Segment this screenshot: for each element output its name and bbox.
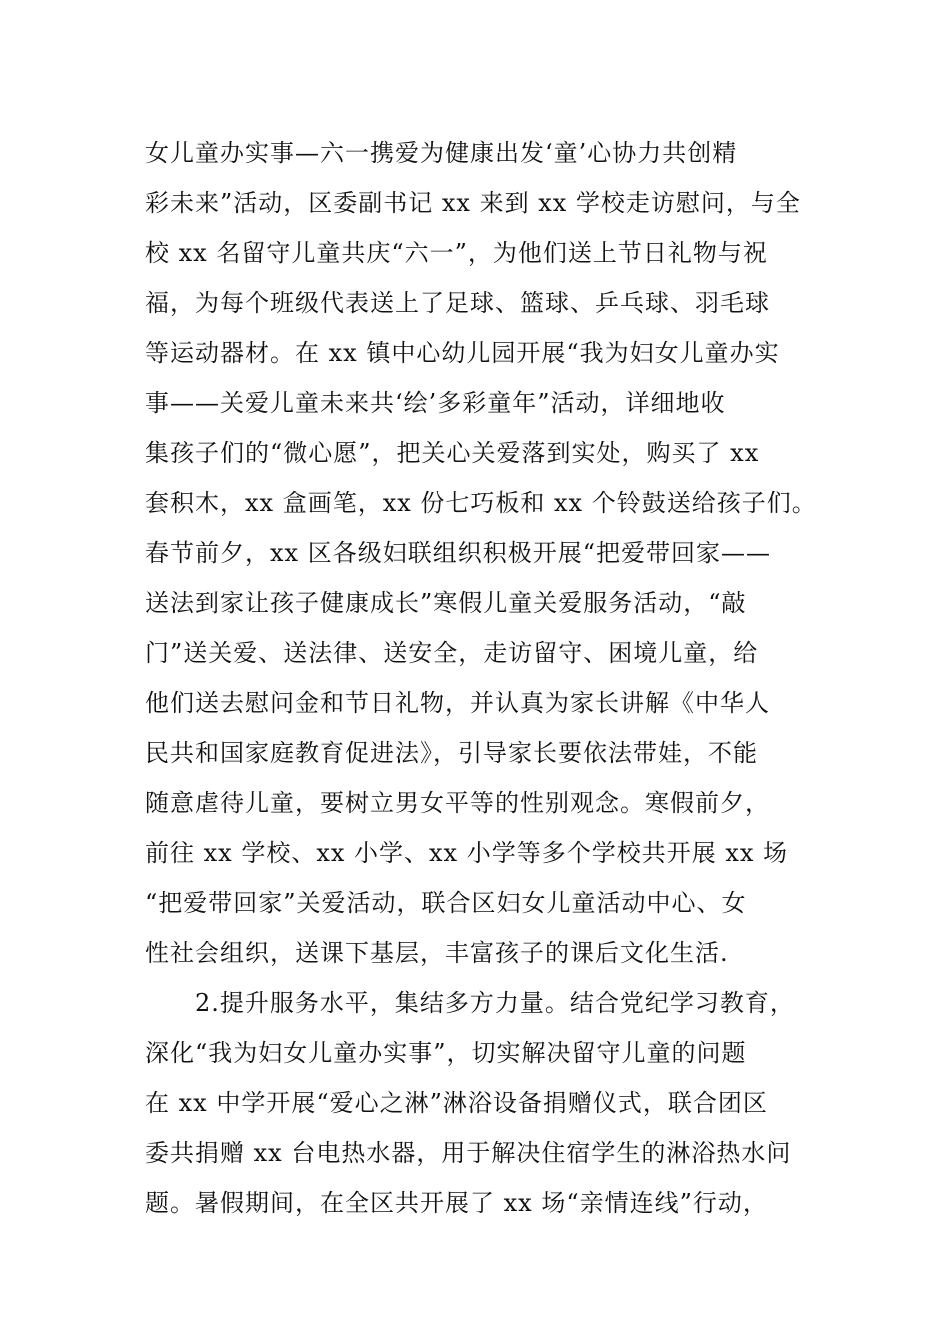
body-text bbox=[145, 128, 845, 1228]
text-line: 委共捐赠 xx 台电热水器，用于解决住宿学生的淋浴热水问 bbox=[145, 1139, 792, 1167]
text-line: 民共和国家庭教育促进法》，引导家长要依法带娃，不能 bbox=[145, 739, 758, 767]
text-line: 集孩子们的“微心愿”，把关心关爱落到实处，购买了 xx bbox=[145, 439, 760, 467]
text-line: 随意虐待儿童，要树立男女平等的性别观念。寒假前夕， bbox=[145, 789, 770, 817]
text-line: 彩未来”活动，区委副书记 xx 来到 xx 学校走访慰问，与全 bbox=[145, 189, 801, 217]
text-line: 套积木，xx 盒画笔，xx 份七巧板和 xx 个铃鼓送给孩子们。 bbox=[145, 489, 817, 517]
text-line: 性社会组织，送课下基层，丰富孩子的课后文化生活. bbox=[145, 939, 729, 967]
text-line: 送法到家让孩子健康成长”寒假儿童关爱服务活动，“敲 bbox=[145, 589, 747, 617]
text-line: 事——关爱儿童未来共‘绘’多彩童年”活动，详细地收 bbox=[145, 389, 726, 417]
text-line: 校 xx 名留守儿童共庆“六一”，为他们送上节日礼物与祝 bbox=[145, 239, 768, 267]
text-line: 前往 xx 学校、xx 小学、xx 小学等多个学校共开展 xx 场 bbox=[145, 839, 789, 867]
text-line: 深化“我为妇女儿童办实事”，切实解决留守儿童的问题 bbox=[145, 1039, 747, 1067]
text-line: 他们送去慰问金和节日礼物，并认真为家长讲解《中华人 bbox=[145, 689, 770, 717]
text-line: 春节前夕，xx 区各级妇联组织积极开展“把爱带回家—— bbox=[145, 539, 771, 567]
paragraph-heading-line: 2.提升服务水平，集结多方力量。结合党纪学习教育， bbox=[145, 989, 795, 1017]
text-line: “把爱带回家”关爱活动，联合区妇女儿童活动中心、女 bbox=[145, 889, 747, 917]
text-line: 女儿童办实事—六一携爱为健康出发‘童’心协力共创精 bbox=[145, 139, 738, 167]
text-line: 题。暑假期间，在全区共开展了 xx 场“亲情连线”行动， bbox=[145, 1189, 768, 1217]
text-line: 在 xx 中学开展“爱心之淋”淋浴设备捐赠仪式，联合团区 bbox=[145, 1089, 768, 1117]
text-line: 门”送关爱、送法律、送安全，走访留守、困境儿童，给 bbox=[145, 639, 759, 667]
text-line: 福，为每个班级代表送上了足球、篮球、乒乓球、羽毛球 bbox=[145, 289, 770, 317]
text-line: 等运动器材。在 xx 镇中心幼儿园开展“我为妇女儿童办实 bbox=[145, 339, 780, 367]
